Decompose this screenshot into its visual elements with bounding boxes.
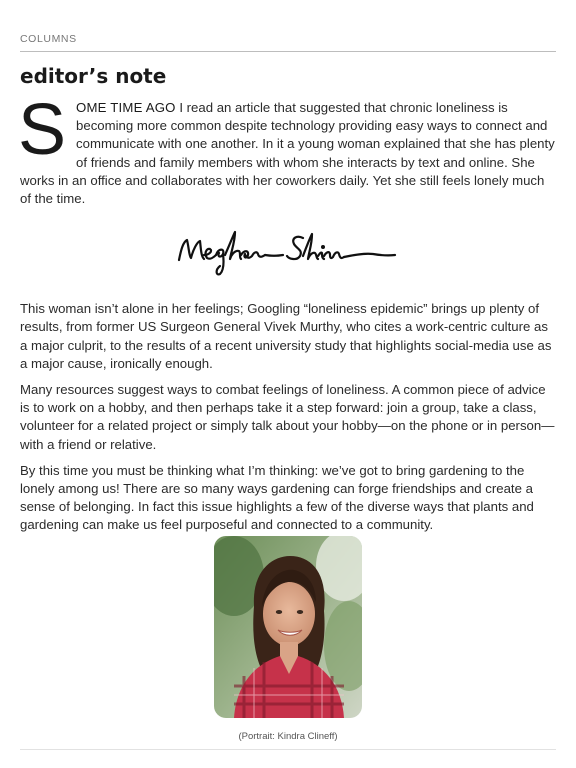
drop-cap: S [18, 90, 67, 170]
portrait-caption: (Portrait: Kindra Clineff) [238, 731, 338, 742]
article-paragraph-4: By this time you must be thinking what I’m thinking: we’ve got to bring gardening to the lonely among us! There are so many ways gardening can forge friendships and create a sense of belonging. In fact this issue highlights a few of the diverse ways that plants and gardening can make us feel purposeful and connected to a community. [20, 462, 534, 533]
article-paragraph-2: This woman isn’t alone in her feelings; Googling “loneliness epidemic” brings up plenty of results, from former US Surgeon General Vivek Murthy, who cites a work-centric culture as a major culprit, to the results of a recent university study that highlights social-media use as a major cause, ironically enough. [20, 301, 552, 371]
signature-image [173, 222, 403, 282]
article-body [18, 90, 556, 543]
page-title: editor’s note [20, 64, 167, 88]
bottom-divider [20, 749, 556, 750]
article-paragraph-3: Many resources suggest ways to combat feelings of loneliness. A common piece of advice is to work on a hobby, and then perhaps take it a step forward: join a group, take a class, volunteer for a related project or simply talk about your hobby—on the phone or in person—with a friend or relative. [20, 382, 555, 452]
section-header: COLUMNS [20, 33, 556, 52]
paragraph-1-text: I read an article that suggested that chronic loneliness is becoming more common despite technology providing easy ways to connect and communicate with one another. In it a young woman explained that she has plenty of friends and family members with whom she interacts by text and online. She works in an office and collaborates with her coworkers daily. Yet she still feels lonely much of the time. [20, 100, 555, 207]
lead-in: OME TIME AGO [76, 100, 176, 115]
article-paragraph-1 [18, 90, 556, 208]
editor-portrait-photo [214, 536, 362, 718]
